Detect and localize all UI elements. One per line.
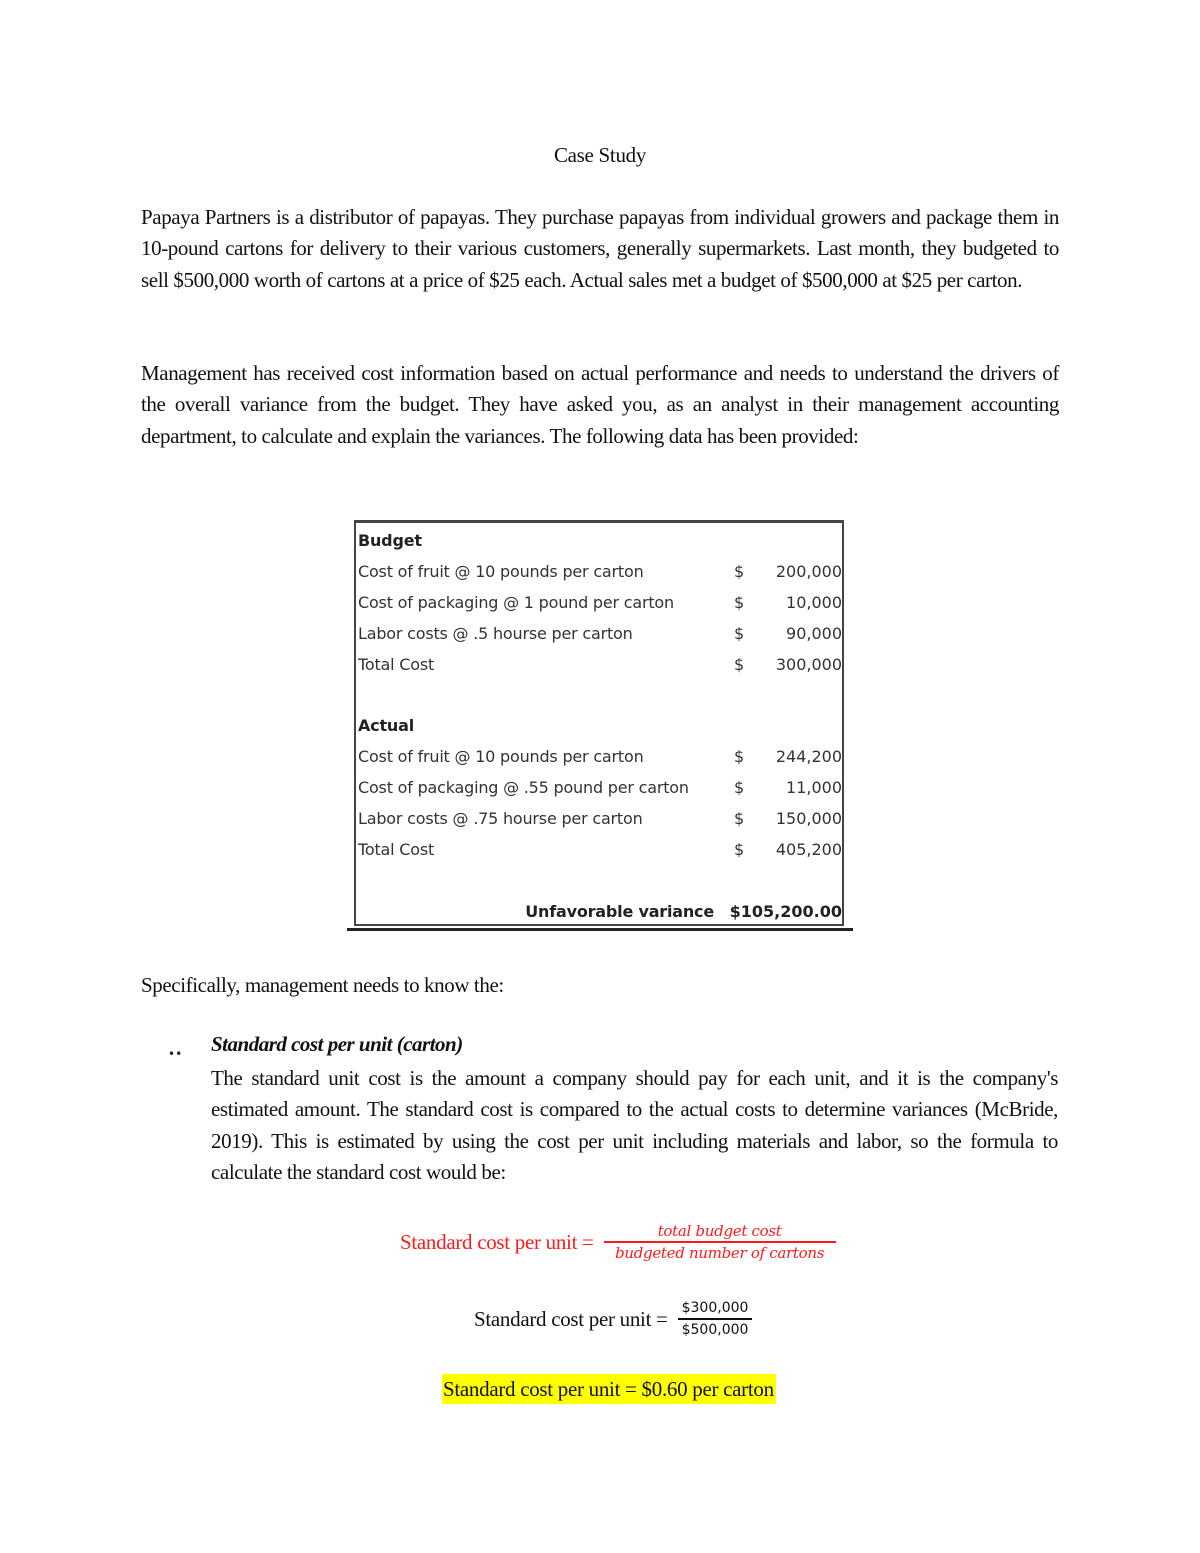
formula-fraction xyxy=(678,1298,753,1340)
budget-heading: Budget xyxy=(358,531,422,550)
row-amount: 300,000 xyxy=(775,655,842,674)
fraction-denominator: budgeted number of cartons xyxy=(615,1244,825,1262)
fraction-denominator: $500,000 xyxy=(681,1322,749,1338)
formula-fraction xyxy=(604,1221,836,1263)
context-paragraph: Management has received cost information based on actual performance and needs to understand the drivers of the overall variance from the budget. They have asked you, as an analyst in their management accounting department, to calculate and explain the variances. The following data has been provided: xyxy=(141,361,1059,448)
currency-symbol: $ xyxy=(734,593,745,612)
currency-symbol: $ xyxy=(734,655,745,674)
formula-definition xyxy=(400,1221,836,1263)
variance-amount: $105,200.00 xyxy=(729,902,842,921)
table-row xyxy=(358,743,842,771)
row-label: Cost of packaging @ 1 pound per carton xyxy=(358,593,674,612)
currency-symbol: $ xyxy=(734,840,745,859)
bullet-icon: •• xyxy=(168,1047,183,1061)
formula-lhs: Standard cost per unit = xyxy=(400,1229,594,1254)
row-label: Cost of fruit @ 10 pounds per carton xyxy=(358,747,644,766)
table-row xyxy=(358,805,842,833)
requirements-intro: Specifically, management needs to know the: xyxy=(141,973,504,997)
row-amount: 405,200 xyxy=(775,840,842,859)
row-amount: 150,000 xyxy=(775,809,842,828)
row-amount: 11,000 xyxy=(786,778,842,797)
fraction-numerator: $300,000 xyxy=(681,1300,749,1316)
row-amount: 244,200 xyxy=(775,747,842,766)
row-amount: 10,000 xyxy=(786,593,842,612)
row-label: Cost of packaging @ .55 pound per carton xyxy=(358,778,689,797)
table-row xyxy=(358,774,842,802)
row-label: Labor costs @ .5 hourse per carton xyxy=(358,624,633,643)
currency-symbol: $ xyxy=(734,562,745,581)
actual-heading-row xyxy=(358,712,842,740)
currency-symbol: $ xyxy=(734,778,745,797)
variance-label: Unfavorable variance xyxy=(525,902,714,921)
formula-lhs: Standard cost per unit = xyxy=(474,1306,668,1331)
table-double-underline xyxy=(347,928,853,931)
table-row xyxy=(358,589,842,617)
currency-symbol: $ xyxy=(734,624,745,643)
row-label: Cost of fruit @ 10 pounds per carton xyxy=(358,562,644,581)
budget-heading-row xyxy=(358,527,842,555)
currency-symbol: $ xyxy=(734,747,745,766)
bullet-body: The standard unit cost is the amount a company should pay for each unit, and it is the company's estimated amount. The standard cost is compared to the actual costs to determine variances (McBride, 2019). This is estimated by using the cost per unit including materials and labor, so the formula to calculate the standard cost would be: xyxy=(211,1066,1058,1184)
table-row-total xyxy=(358,836,842,864)
row-label: Total Cost xyxy=(358,655,435,674)
row-amount: 90,000 xyxy=(786,624,842,643)
row-label: Total Cost xyxy=(358,840,435,859)
table-row-total xyxy=(358,651,842,679)
cost-table xyxy=(354,520,844,926)
row-label: Labor costs @ .75 hourse per carton xyxy=(358,809,643,828)
intro-paragraph: Papaya Partners is a distributor of papayas. They purchase papayas from individual growers and package them in 10-pound cartons for delivery to their various customers, generally supermarkets. Last month, they budgeted to sell $500,000 worth of cartons at a price of $25 each. Actual sales met a budget of $500,000 at $25 per carton. xyxy=(141,205,1059,292)
currency-symbol: $ xyxy=(734,809,745,828)
table-row xyxy=(358,558,842,586)
actual-heading: Actual xyxy=(358,716,414,735)
bullet-heading: Standard cost per unit (carton) xyxy=(211,1032,463,1056)
fraction-numerator: total budget cost xyxy=(657,1222,782,1240)
highlighted-result: Standard cost per unit = $0.60 per carton xyxy=(442,1374,776,1404)
table-row xyxy=(358,620,842,648)
formula-substituted xyxy=(474,1298,752,1340)
row-amount: 200,000 xyxy=(775,562,842,581)
variance-row xyxy=(358,898,842,926)
document-title: Case Study xyxy=(553,143,647,167)
